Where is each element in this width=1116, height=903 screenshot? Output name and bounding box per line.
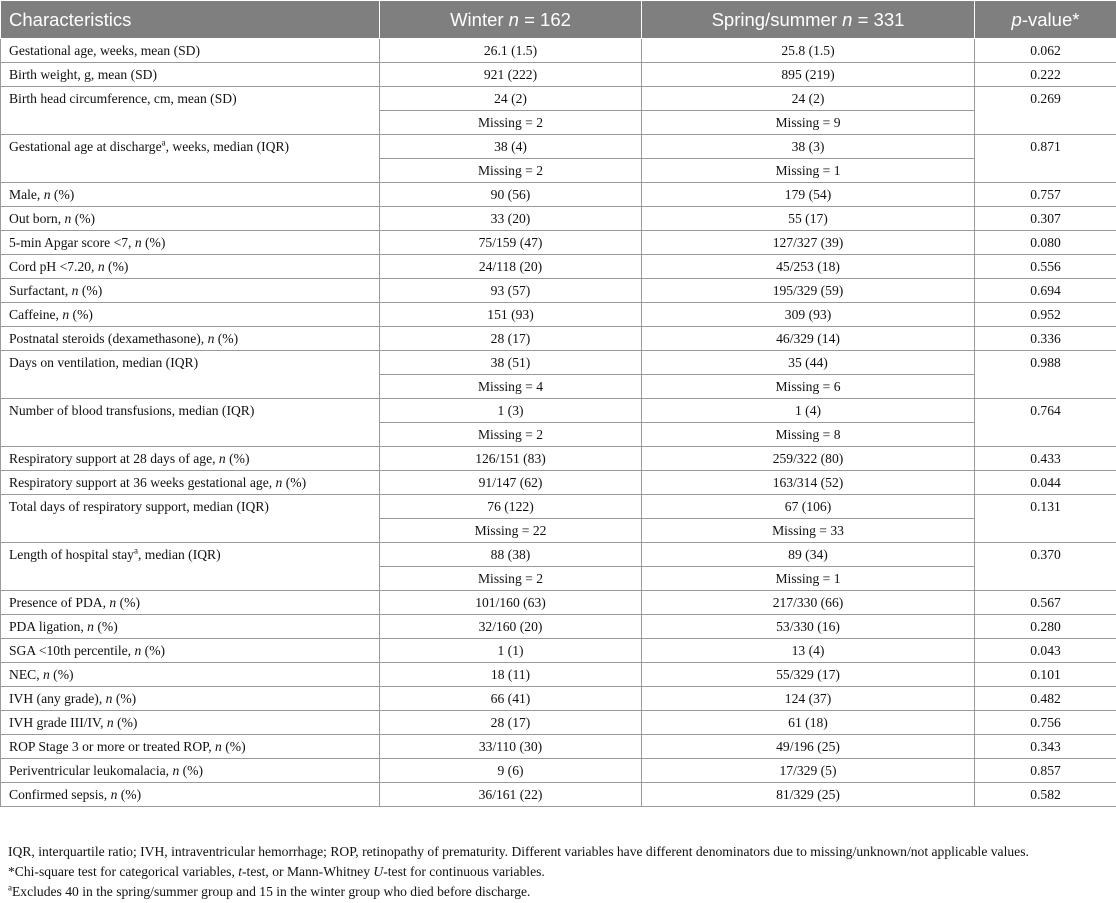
row-spring-summer-missing: Missing = 8 <box>642 423 975 447</box>
table-row <box>1 471 1116 495</box>
row-p-value: 0.567 <box>975 591 1116 615</box>
table-row <box>1 591 1116 615</box>
row-winter-value: 18 (11) <box>380 663 642 687</box>
row-characteristic-label: Birth weight, g, mean (SD) <box>1 63 380 87</box>
row-spring-summer-missing: Missing = 33 <box>642 519 975 543</box>
footnote-abbreviations: IQR, interquartile ratio; IVH, intraventricular hemorrhage; ROP, retinopathy of prematurity. Different variables have different denominators due to missing/unknown/not applicable values. <box>8 844 1029 859</box>
row-winter-value: 921 (222) <box>380 63 642 87</box>
table-row <box>1 759 1116 783</box>
row-winter-value: 32/160 (20) <box>380 615 642 639</box>
row-spring-summer-value: 217/330 (66) <box>642 591 975 615</box>
table-row <box>1 255 1116 279</box>
row-spring-summer-value: 67 (106) <box>642 495 975 519</box>
row-p-value: 0.857 <box>975 759 1116 783</box>
row-characteristic-label: Cord pH <7.20, n (%) <box>1 255 380 279</box>
row-winter-missing: Missing = 2 <box>380 567 642 591</box>
table-row <box>1 279 1116 303</box>
row-spring-summer-value: 895 (219) <box>642 63 975 87</box>
table-row <box>1 183 1116 207</box>
row-winter-value: 88 (38) <box>380 543 642 567</box>
row-characteristic-label: Surfactant, n (%) <box>1 279 380 303</box>
row-spring-summer-value: 61 (18) <box>642 711 975 735</box>
table-row <box>1 615 1116 639</box>
row-characteristic-label: PDA ligation, n (%) <box>1 615 380 639</box>
row-characteristic-label: IVH grade III/IV, n (%) <box>1 711 380 735</box>
row-characteristic-label: Length of hospital stay$^a$, median (IQR) <box>1 543 380 591</box>
table-row <box>1 495 1116 519</box>
row-winter-value: 1 (1) <box>380 639 642 663</box>
row-spring-summer-value: 13 (4) <box>642 639 975 663</box>
header-p-value: p-value* <box>975 1 1116 39</box>
row-spring-summer-value: 45/253 (18) <box>642 255 975 279</box>
row-spring-summer-value: 25.8 (1.5) <box>642 39 975 63</box>
row-characteristic-label: Presence of PDA, n (%) <box>1 591 380 615</box>
row-spring-summer-value: 55 (17) <box>642 207 975 231</box>
row-p-value: 0.433 <box>975 447 1116 471</box>
row-winter-missing: Missing = 4 <box>380 375 642 399</box>
row-spring-summer-value: 179 (54) <box>642 183 975 207</box>
row-p-value: 0.062 <box>975 39 1116 63</box>
row-winter-value: 9 (6) <box>380 759 642 783</box>
row-p-value: 0.952 <box>975 303 1116 327</box>
row-p-value: 0.871 <box>975 135 1116 183</box>
row-spring-summer-value: 309 (93) <box>642 303 975 327</box>
row-p-value: 0.080 <box>975 231 1116 255</box>
header-characteristics: Characteristics <box>1 1 380 39</box>
row-winter-value: 93 (57) <box>380 279 642 303</box>
row-spring-summer-missing: Missing = 6 <box>642 375 975 399</box>
row-characteristic-label: Birth head circumference, cm, mean (SD) <box>1 87 380 135</box>
header-row <box>1 1 1116 39</box>
row-winter-value: 24 (2) <box>380 87 642 111</box>
row-p-value: 0.307 <box>975 207 1116 231</box>
row-characteristic-label: Male, n (%) <box>1 183 380 207</box>
row-winter-value: 28 (17) <box>380 711 642 735</box>
row-p-value: 0.222 <box>975 63 1116 87</box>
table-row <box>1 327 1116 351</box>
row-p-value: 0.370 <box>975 543 1116 591</box>
row-spring-summer-missing: Missing = 1 <box>642 567 975 591</box>
row-characteristic-label: Days on ventilation, median (IQR) <box>1 351 380 399</box>
row-winter-value: 126/151 (83) <box>380 447 642 471</box>
header-winter: Winter n = 162 <box>380 1 642 39</box>
row-p-value: 0.556 <box>975 255 1116 279</box>
row-winter-missing: Missing = 2 <box>380 423 642 447</box>
row-winter-value: 151 (93) <box>380 303 642 327</box>
row-winter-value: 26.1 (1.5) <box>380 39 642 63</box>
footnote-a: $^a$Excludes 40 in the spring/summer group and 15 in the winter group who died before discharge. <box>8 882 531 899</box>
row-spring-summer-value: 259/322 (80) <box>642 447 975 471</box>
row-winter-value: 76 (122) <box>380 495 642 519</box>
row-characteristic-label: SGA <10th percentile, n (%) <box>1 639 380 663</box>
row-winter-value: 33 (20) <box>380 207 642 231</box>
table-row <box>1 87 1116 111</box>
row-spring-summer-value: 124 (37) <box>642 687 975 711</box>
row-spring-summer-value: 195/329 (59) <box>642 279 975 303</box>
row-winter-value: 38 (51) <box>380 351 642 375</box>
row-characteristic-label: Gestational age at discharge$^a$, weeks, median (IQR) <box>1 135 380 183</box>
row-spring-summer-value: 55/329 (17) <box>642 663 975 687</box>
row-winter-value: 33/110 (30) <box>380 735 642 759</box>
row-spring-summer-value: 24 (2) <box>642 87 975 111</box>
row-winter-value: 66 (41) <box>380 687 642 711</box>
table-row <box>1 63 1116 87</box>
row-p-value: 0.343 <box>975 735 1116 759</box>
table-row <box>1 207 1116 231</box>
row-characteristic-label: NEC, n (%) <box>1 663 380 687</box>
row-characteristic-label: 5-min Apgar score <7, n (%) <box>1 231 380 255</box>
row-spring-summer-value: 46/329 (14) <box>642 327 975 351</box>
row-characteristic-label: Caffeine, n (%) <box>1 303 380 327</box>
row-spring-summer-value: 49/196 (25) <box>642 735 975 759</box>
row-p-value: 0.764 <box>975 399 1116 447</box>
footnote-statistical-tests: *Chi-square test for categorical variables, t-test, or Mann-Whitney U-test for continuous variables. <box>8 864 545 879</box>
row-p-value: 0.043 <box>975 639 1116 663</box>
row-winter-value: 38 (4) <box>380 135 642 159</box>
row-spring-summer-value: 163/314 (52) <box>642 471 975 495</box>
table-row <box>1 447 1116 471</box>
row-spring-summer-missing: Missing = 1 <box>642 159 975 183</box>
table-row <box>1 39 1116 63</box>
row-winter-value: 1 (3) <box>380 399 642 423</box>
row-p-value: 0.582 <box>975 783 1116 807</box>
row-spring-summer-value: 38 (3) <box>642 135 975 159</box>
row-p-value: 0.131 <box>975 495 1116 543</box>
row-p-value: 0.280 <box>975 615 1116 639</box>
row-characteristic-label: IVH (any grade), n (%) <box>1 687 380 711</box>
header-spring-summer: Spring/summer n = 331 <box>642 1 975 39</box>
row-spring-summer-value: 127/327 (39) <box>642 231 975 255</box>
table-row <box>1 399 1116 423</box>
row-spring-summer-value: 53/330 (16) <box>642 615 975 639</box>
row-spring-summer-value: 81/329 (25) <box>642 783 975 807</box>
row-p-value: 0.756 <box>975 711 1116 735</box>
table-row <box>1 135 1116 159</box>
table-body <box>1 39 1116 807</box>
table-row <box>1 783 1116 807</box>
row-characteristic-label: Number of blood transfusions, median (IQR) <box>1 399 380 447</box>
row-winter-missing: Missing = 2 <box>380 111 642 135</box>
row-characteristic-label: Total days of respiratory support, median (IQR) <box>1 495 380 543</box>
row-characteristic-label: Gestational age, weeks, mean (SD) <box>1 39 380 63</box>
row-spring-summer-value: 35 (44) <box>642 351 975 375</box>
row-winter-value: 36/161 (22) <box>380 783 642 807</box>
row-characteristic-label: Confirmed sepsis, n (%) <box>1 783 380 807</box>
row-spring-summer-value: 89 (34) <box>642 543 975 567</box>
row-winter-value: 90 (56) <box>380 183 642 207</box>
row-p-value: 0.757 <box>975 183 1116 207</box>
row-characteristic-label: Respiratory support at 36 weeks gestational age, n (%) <box>1 471 380 495</box>
row-p-value: 0.694 <box>975 279 1116 303</box>
table-row <box>1 543 1116 567</box>
table-row <box>1 303 1116 327</box>
row-characteristic-label: Respiratory support at 28 days of age, n (%) <box>1 447 380 471</box>
row-p-value: 0.044 <box>975 471 1116 495</box>
row-winter-value: 24/118 (20) <box>380 255 642 279</box>
row-winter-value: 28 (17) <box>380 327 642 351</box>
row-characteristic-label: Out born, n (%) <box>1 207 380 231</box>
table-row <box>1 351 1116 375</box>
table-row <box>1 735 1116 759</box>
row-winter-value: 101/160 (63) <box>380 591 642 615</box>
row-characteristic-label: ROP Stage 3 or more or treated ROP, n (%) <box>1 735 380 759</box>
row-p-value: 0.101 <box>975 663 1116 687</box>
table-row <box>1 687 1116 711</box>
table-row <box>1 711 1116 735</box>
row-spring-summer-value: 17/329 (5) <box>642 759 975 783</box>
row-p-value: 0.988 <box>975 351 1116 399</box>
row-winter-value: 75/159 (47) <box>380 231 642 255</box>
row-p-value: 0.482 <box>975 687 1116 711</box>
table-row <box>1 639 1116 663</box>
table-header <box>1 1 1116 39</box>
row-winter-missing: Missing = 22 <box>380 519 642 543</box>
row-winter-value: 91/147 (62) <box>380 471 642 495</box>
table-row <box>1 663 1116 687</box>
row-p-value: 0.269 <box>975 87 1116 135</box>
row-winter-missing: Missing = 2 <box>380 159 642 183</box>
row-p-value: 0.336 <box>975 327 1116 351</box>
row-characteristic-label: Postnatal steroids (dexamethasone), n (%) <box>1 327 380 351</box>
row-characteristic-label: Periventricular leukomalacia, n (%) <box>1 759 380 783</box>
table-row <box>1 231 1116 255</box>
table-footnotes <box>8 842 1112 902</box>
row-spring-summer-missing: Missing = 9 <box>642 111 975 135</box>
row-spring-summer-value: 1 (4) <box>642 399 975 423</box>
